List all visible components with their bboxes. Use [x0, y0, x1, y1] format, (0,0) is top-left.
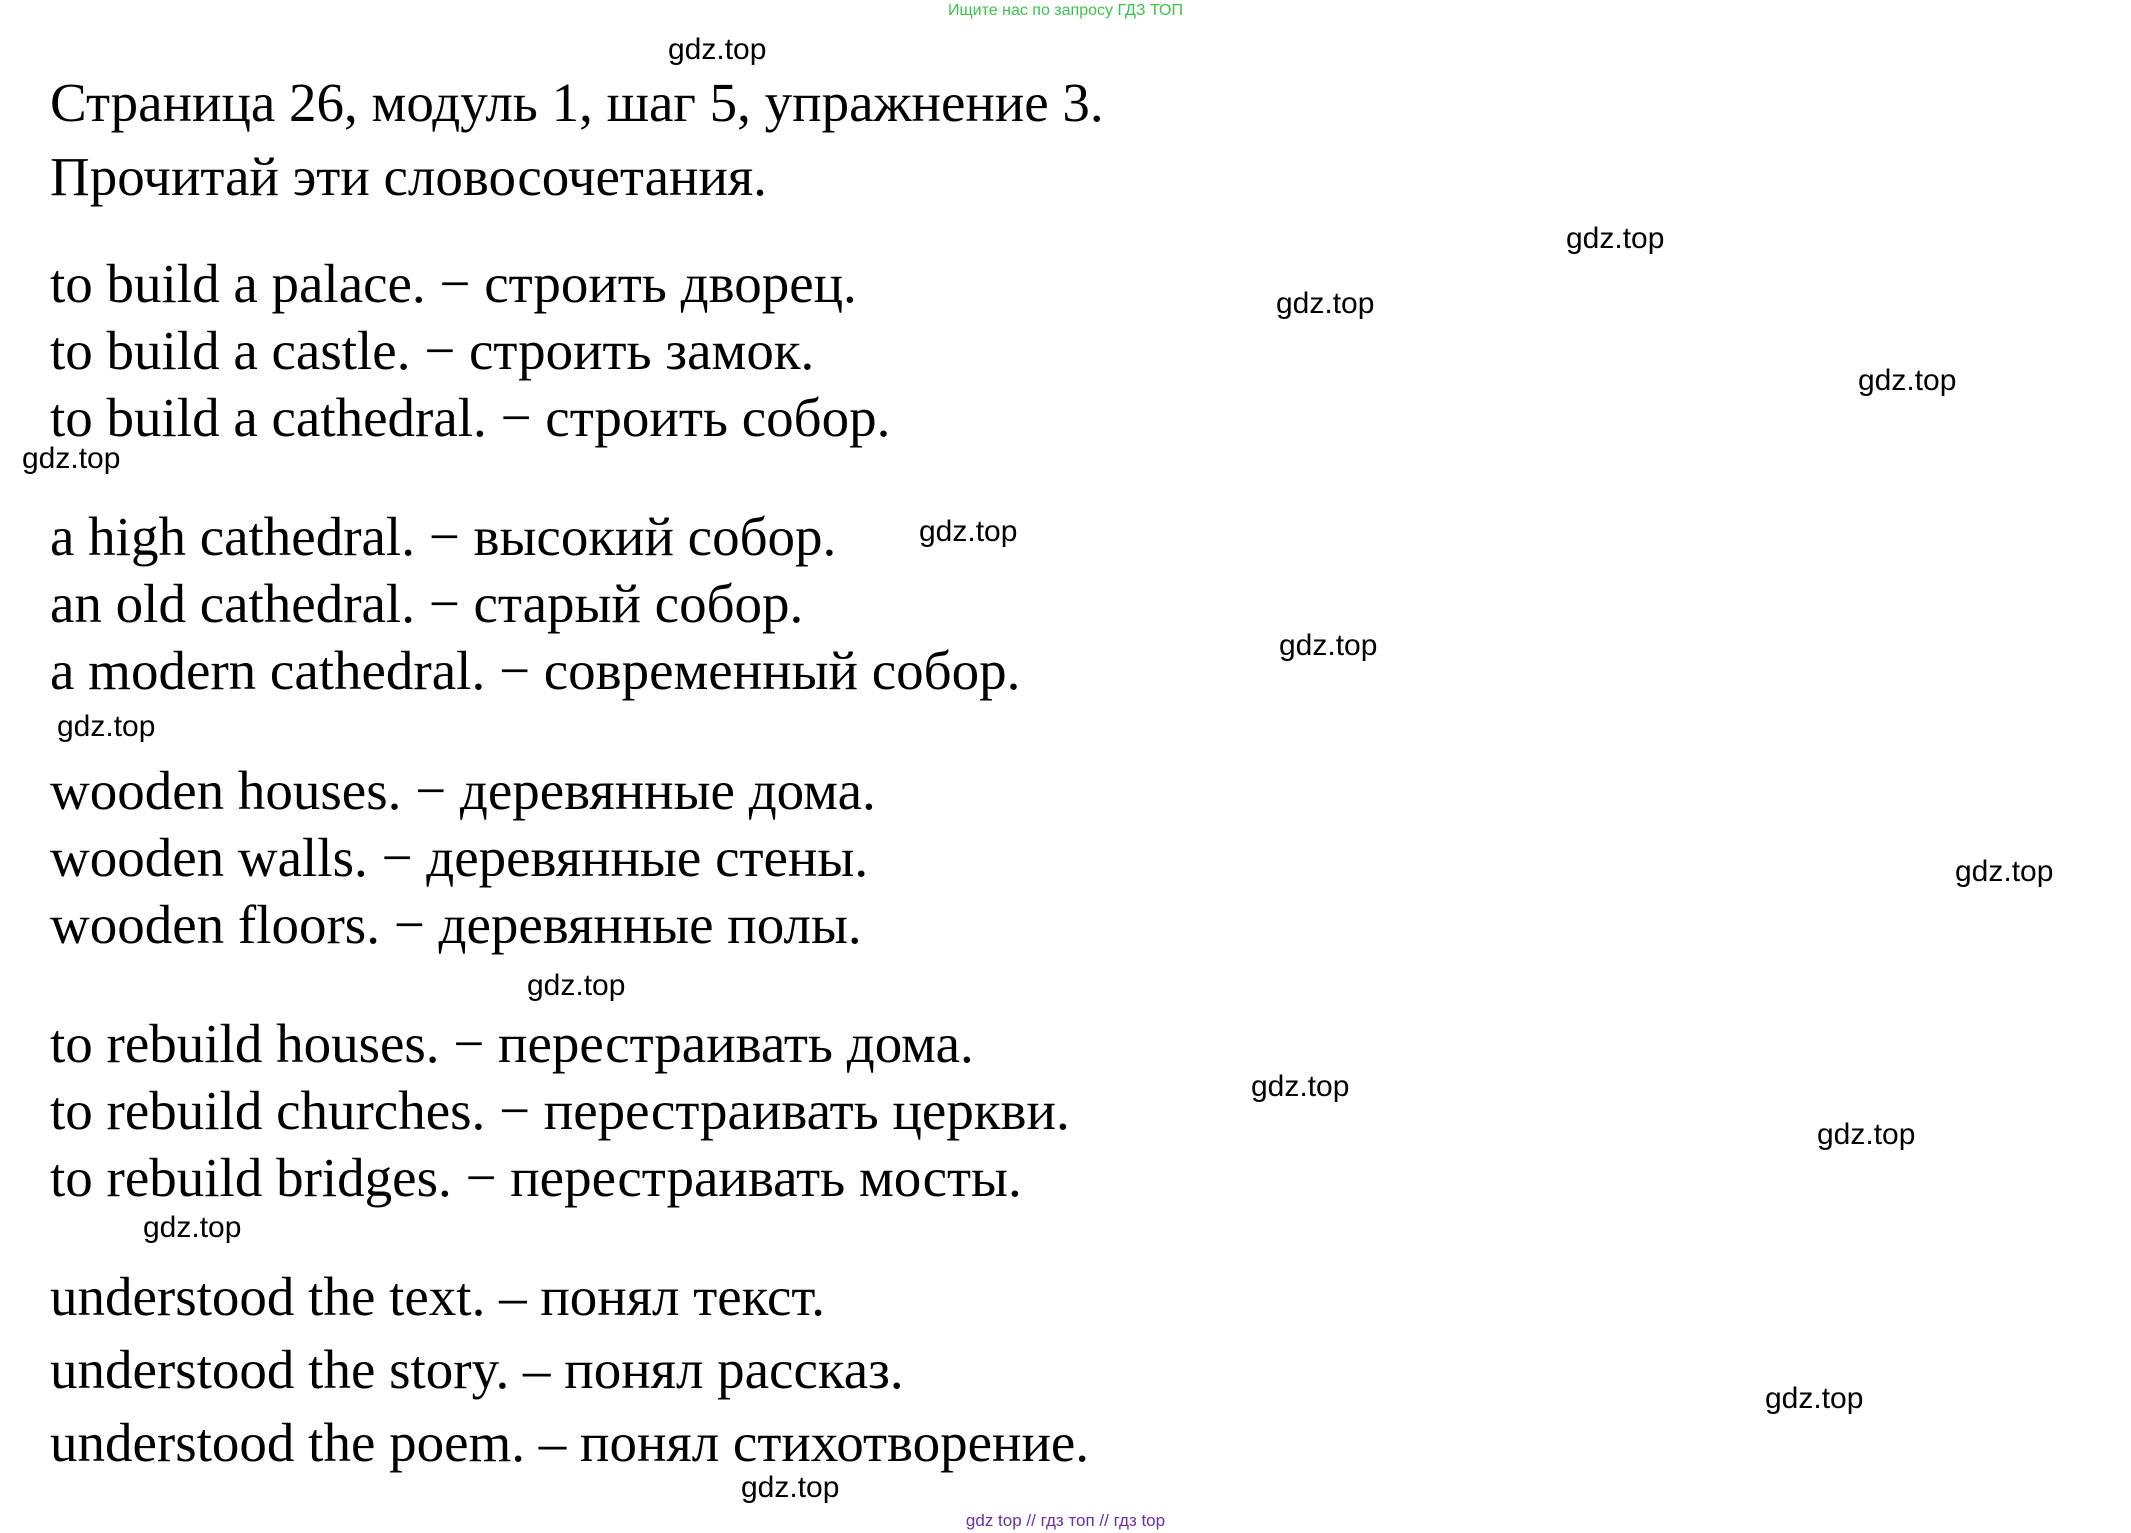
watermark: gdz.top [668, 33, 767, 66]
phrase-line: understood the story. – понял рассказ. [50, 1339, 904, 1400]
watermark: gdz.top [1817, 1118, 1916, 1151]
watermark: gdz.top [1251, 1070, 1350, 1103]
top-banner: Ищите нас по запросу ГДЗ ТОП [948, 2, 1183, 19]
phrase-line: wooden floors. − деревянные полы. [50, 894, 862, 955]
watermark: gdz.top [527, 969, 626, 1002]
phrase-line: to rebuild bridges. − перестраивать мосты. [50, 1147, 1022, 1208]
phrase-line: to rebuild houses. − перестраивать дома. [50, 1013, 974, 1074]
phrase-line: wooden walls. − деревянные стены. [50, 827, 869, 888]
phrase-line: to build a cathedral. − строить собор. [50, 387, 891, 448]
watermark: gdz.top [1279, 629, 1378, 662]
watermark: gdz.top [741, 1471, 840, 1504]
watermark: gdz.top [1765, 1382, 1864, 1415]
phrase-line: a modern cathedral. − современный собор. [50, 640, 1021, 701]
watermark: gdz.top [22, 442, 121, 475]
watermark: gdz.top [919, 515, 1018, 548]
page-title: Страница 26, модуль 1, шаг 5, упражнение 3. [50, 72, 1104, 133]
phrase-line: understood the poem. – понял стихотворение. [50, 1412, 1090, 1473]
footer-banner: gdz top // гдз топ // гдз top [965, 1511, 1166, 1530]
watermark: gdz.top [143, 1211, 242, 1244]
watermark: gdz.top [1955, 855, 2054, 888]
phrase-line: an old cathedral. − старый собор. [50, 573, 804, 634]
phrase-line: a high cathedral. − высокий собор. [50, 506, 837, 567]
watermark: gdz.top [57, 710, 156, 743]
watermark: gdz.top [1858, 364, 1957, 397]
phrase-line: wooden houses. − деревянные дома. [50, 760, 876, 821]
instruction: Прочитай эти словосочетания. [50, 146, 767, 207]
watermark: gdz.top [1276, 287, 1375, 320]
phrase-line: to rebuild churches. − перестраивать церкви. [50, 1080, 1070, 1141]
phrase-line: to build a palace. − строить дворец. [50, 253, 857, 314]
phrase-line: to build a castle. − строить замок. [50, 320, 815, 381]
phrase-line: understood the text. – понял текст. [50, 1266, 826, 1327]
watermark: gdz.top [1566, 222, 1665, 255]
